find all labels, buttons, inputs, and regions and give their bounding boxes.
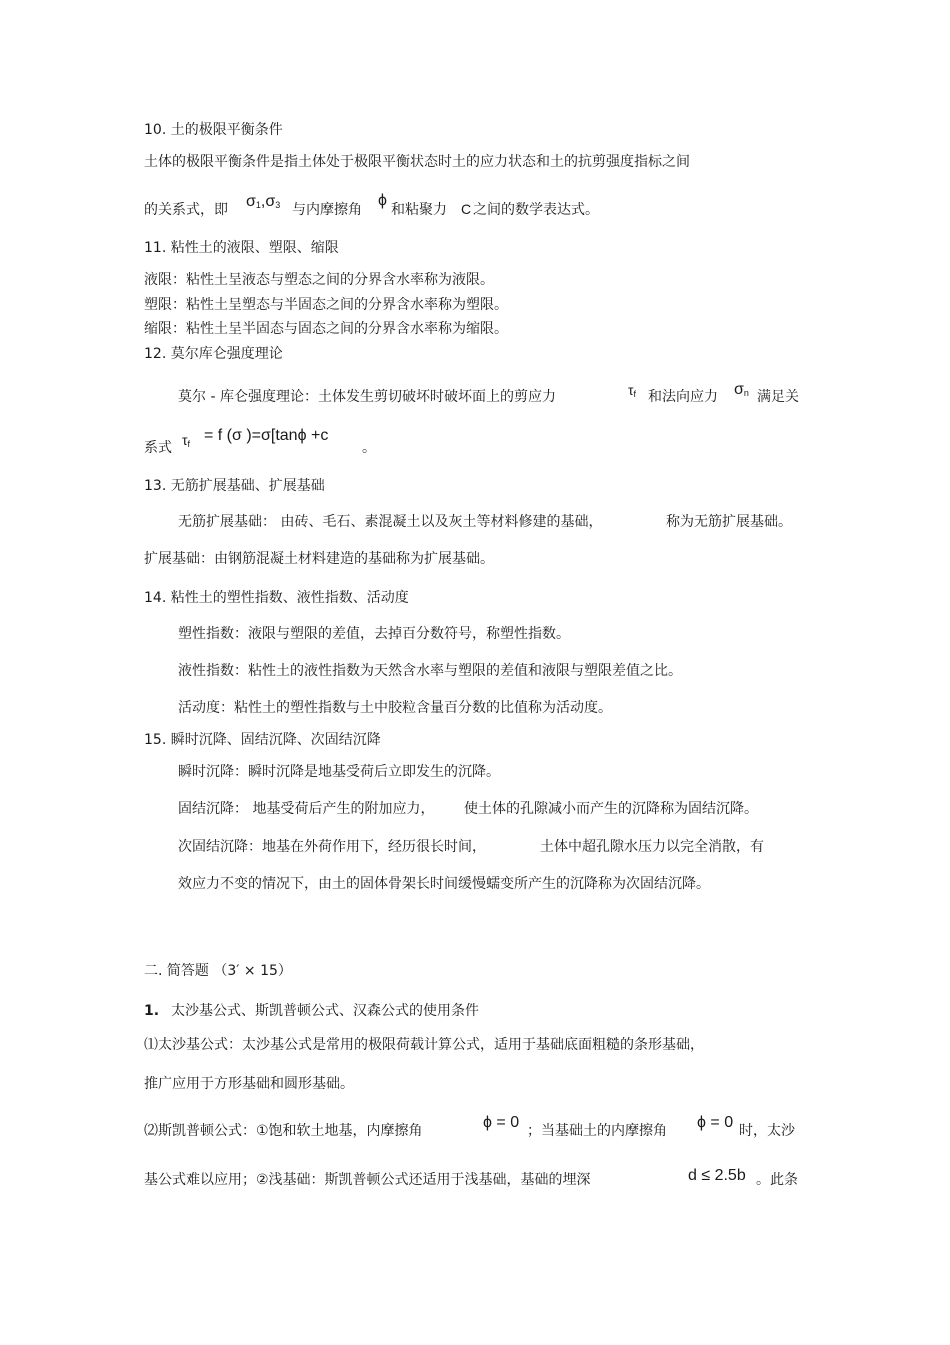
section-14-heading: 14. 粘性土的塑性指数、液性指数、活动度 <box>144 590 409 606</box>
sigma-n-symbol: $\sigma_n$ <box>734 381 749 398</box>
depth-condition: d ≤ 2.5b <box>688 1167 746 1184</box>
section-12-line-1a: 莫尔 - 库仑强度理论：土体发生剪切破坏时破坏面上的剪应力 <box>178 389 556 405</box>
secondary-consolidation-a: 次固结沉降：地基在外荷作用下，经历很长时间， <box>178 839 486 855</box>
section-12-heading: 12. 莫尔库仑强度理论 <box>144 346 283 362</box>
tau-f-symbol-2: $\tau_f$ <box>182 432 191 449</box>
section-10-heading: 10. 土的极限平衡条件 <box>144 122 283 138</box>
spread-foundation-definition: 扩展基础：由钢筋混凝土材料建造的基础称为扩展基础。 <box>144 551 494 567</box>
sigma-1-3-symbol: $\sigma_1,\sigma_3$ <box>246 193 281 210</box>
c-symbol: C <box>461 201 472 217</box>
plasticity-index-definition: 塑性指数：液限与塑限的差值，去掉百分数符号，称塑性指数。 <box>178 626 570 642</box>
skempton-paragraph-line-1c: 时，太沙 <box>739 1123 795 1139</box>
plastic-limit-definition: 塑限：粘性土呈塑态与半固态之间的分界含水率称为塑限。 <box>144 297 508 313</box>
secondary-consolidation-c: 效应力不变的情况下，由土的固体骨架长时间缓慢蠕变所产生的沉降称为次固结沉降。 <box>178 876 710 892</box>
secondary-consolidation-b: 土体中超孔隙水压力以完全消散，有 <box>540 839 764 855</box>
section-12-line-1c: 满足关 <box>757 389 799 405</box>
section-12-line-2-end: 。 <box>362 440 376 456</box>
immediate-settlement-definition: 瞬时沉降：瞬时沉降是地基受荷后立即发生的沉降。 <box>178 764 500 780</box>
skempton-paragraph-line-1a: ⑵斯凯普顿公式：①饱和软土地基，内摩擦角 <box>144 1123 423 1139</box>
unreinforced-foundation-definition-a: 无筋扩展基础： 由砖、毛石、素混凝土以及灰土等材料修建的基础， <box>178 514 603 530</box>
consolidation-settlement-a: 固结沉降： 地基受荷后产生的附加应力， <box>178 801 435 817</box>
terzaghi-paragraph-line-1: ⑴太沙基公式：太沙基公式是常用的极限荷载计算公式，适用于基础底面粗糙的条形基础， <box>144 1037 704 1053</box>
phi-symbol: ϕ <box>378 192 387 209</box>
skempton-paragraph-line-2b: 。此条 <box>756 1172 798 1188</box>
section-10-line-2b: 与内摩擦角 <box>292 202 362 218</box>
section-10-line-2c: 和粘聚力 <box>391 202 447 218</box>
tau-f-symbol: $\tau_f$ <box>628 382 637 399</box>
section-12-line-2a: 系式 <box>144 440 172 456</box>
skempton-paragraph-line-2a: 基公式难以应用；②浅基础：斯凯普顿公式还适用于浅基础，基础的埋深 <box>144 1172 591 1188</box>
liquid-limit-definition: 液限：粘性土呈液态与塑态之间的分界含水率称为液限。 <box>144 272 494 288</box>
phi-equals-zero-2: ϕ = 0 <box>697 1114 734 1131</box>
section-15-heading: 15. 瞬时沉降、固结沉降、次固结沉降 <box>144 732 381 748</box>
unreinforced-foundation-definition-b: 称为无筋扩展基础。 <box>666 514 792 530</box>
section-13-heading: 13. 无筋扩展基础、扩展基础 <box>144 478 325 494</box>
question-1-title: 太沙基公式、斯凯普顿公式、汉森公式的使用条件 <box>171 1003 479 1019</box>
skempton-paragraph-line-1b: ；当基础土的内摩擦角 <box>527 1123 667 1139</box>
shrinkage-limit-definition: 缩限：粘性土呈半固态与固态之间的分界含水率称为缩限。 <box>144 321 508 337</box>
section-11-heading: 11. 粘性土的液限、塑限、缩限 <box>144 240 339 256</box>
mohr-coulomb-formula: = f (σ )=σ[tanϕ +c <box>204 427 329 444</box>
section-12-line-1b: 和法向应力 <box>648 389 718 405</box>
section-10-line-2a: 的关系式，即 <box>144 202 228 218</box>
activity-definition: 活动度：粘性土的塑性指数与土中胶粒含量百分数的比值称为活动度。 <box>178 700 612 716</box>
section-10-line-1: 土体的极限平衡条件是指土体处于极限平衡状态时土的应力状态和土的抗剪强度指标之间 <box>144 154 690 170</box>
phi-equals-zero: ϕ = 0 <box>483 1114 520 1131</box>
terzaghi-paragraph-line-2: 推广应用于方形基础和圆形基础。 <box>144 1076 354 1092</box>
question-1-number: 1. <box>144 1003 160 1019</box>
section-10-line-2d: 之间的数学表达式。 <box>473 202 599 218</box>
part-2-heading: 二. 简答题 （3′ × 15） <box>144 963 292 979</box>
liquidity-index-definition: 液性指数：粘性土的液性指数为天然含水率与塑限的差值和液限与塑限差值之比。 <box>178 663 682 679</box>
consolidation-settlement-b: 使土体的孔隙减小而产生的沉降称为固结沉降。 <box>464 801 758 817</box>
